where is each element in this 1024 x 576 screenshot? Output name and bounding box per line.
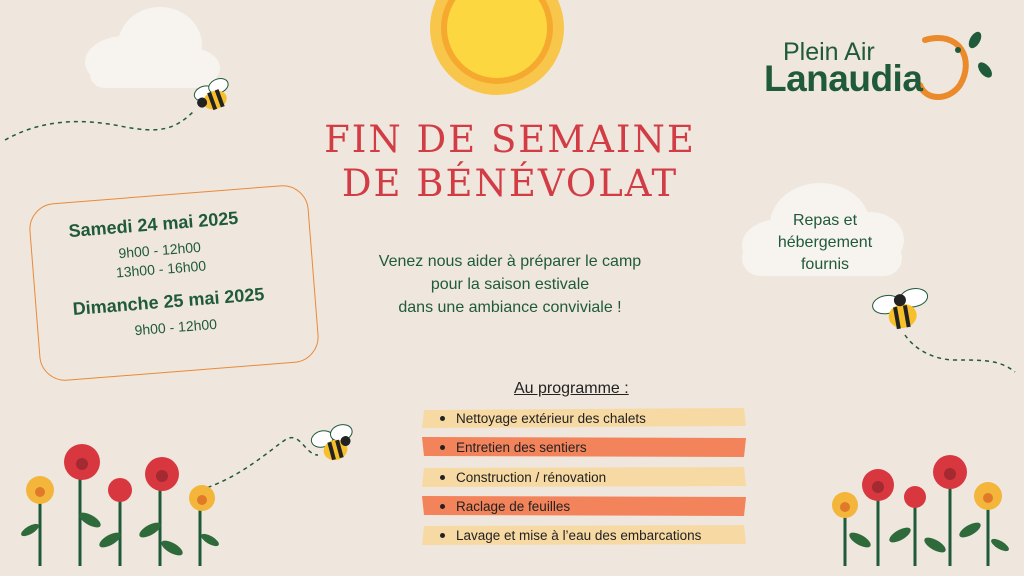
- logo-line1: Plein Air: [783, 38, 875, 66]
- logo-line2: Lanaudia: [764, 58, 923, 99]
- program-item: [420, 436, 748, 458]
- meals-line1: Repas et: [792, 212, 858, 229]
- title-line1: FIN DE SEMAINE: [324, 118, 696, 161]
- schedule-box: [27, 183, 320, 382]
- bee-icon: [871, 286, 933, 332]
- meals-line3: fournis: [800, 256, 850, 273]
- intro-line2: pour la saison estivale: [430, 276, 590, 293]
- day2-label: Dimanche 25 mai 2025: [71, 283, 266, 319]
- program-item: [420, 407, 748, 429]
- program-item-label: Nettoyage extérieur des chalets: [456, 410, 646, 426]
- program-item-label: Entretien des sentiers: [456, 439, 587, 455]
- meals-line2: hébergement: [777, 234, 873, 251]
- intro-line1: Venez nous aider à préparer le camp: [378, 253, 642, 270]
- bee-trail: [905, 335, 1015, 372]
- bullet-icon: [440, 445, 445, 450]
- bullet-icon: [440, 504, 445, 509]
- title-line2: DE BÉNÉVOLAT: [341, 162, 679, 205]
- bee-trail: [5, 110, 195, 140]
- bullet-icon: [440, 475, 445, 480]
- cloud-icon: [85, 7, 220, 88]
- program-item: [420, 524, 748, 546]
- page-title: [300, 118, 720, 206]
- flower-icon: [26, 444, 215, 511]
- program-item-label: Raclage de feuilles: [456, 498, 571, 514]
- program-item: [420, 466, 748, 488]
- day1-time1: 9h00 - 12h00: [117, 238, 202, 262]
- program-item-label: Construction / rénovation: [456, 469, 607, 485]
- bee-icon: [309, 422, 358, 465]
- sun-icon: [430, 0, 564, 95]
- program-item: [420, 495, 748, 517]
- day2-time1: 9h00 - 12h00: [133, 315, 218, 339]
- bullet-icon: [440, 416, 445, 421]
- intro-line3: dans une ambiance conviviale !: [398, 299, 622, 316]
- flower-icon: [847, 520, 1011, 556]
- bullet-icon: [440, 533, 445, 538]
- day1-label: Samedi 24 mai 2025: [67, 207, 239, 242]
- logo-swirl-icon: [920, 30, 995, 97]
- day1-time2: 13h00 - 16h00: [115, 257, 207, 281]
- program-heading: Au programme :: [514, 380, 629, 397]
- flower-icon: [832, 455, 1002, 518]
- intro-text: [330, 250, 690, 319]
- bee-trail: [200, 438, 318, 490]
- program-item-label: Lavage et mise à l’eau des embarcations: [456, 527, 702, 543]
- meals-note: [748, 210, 902, 276]
